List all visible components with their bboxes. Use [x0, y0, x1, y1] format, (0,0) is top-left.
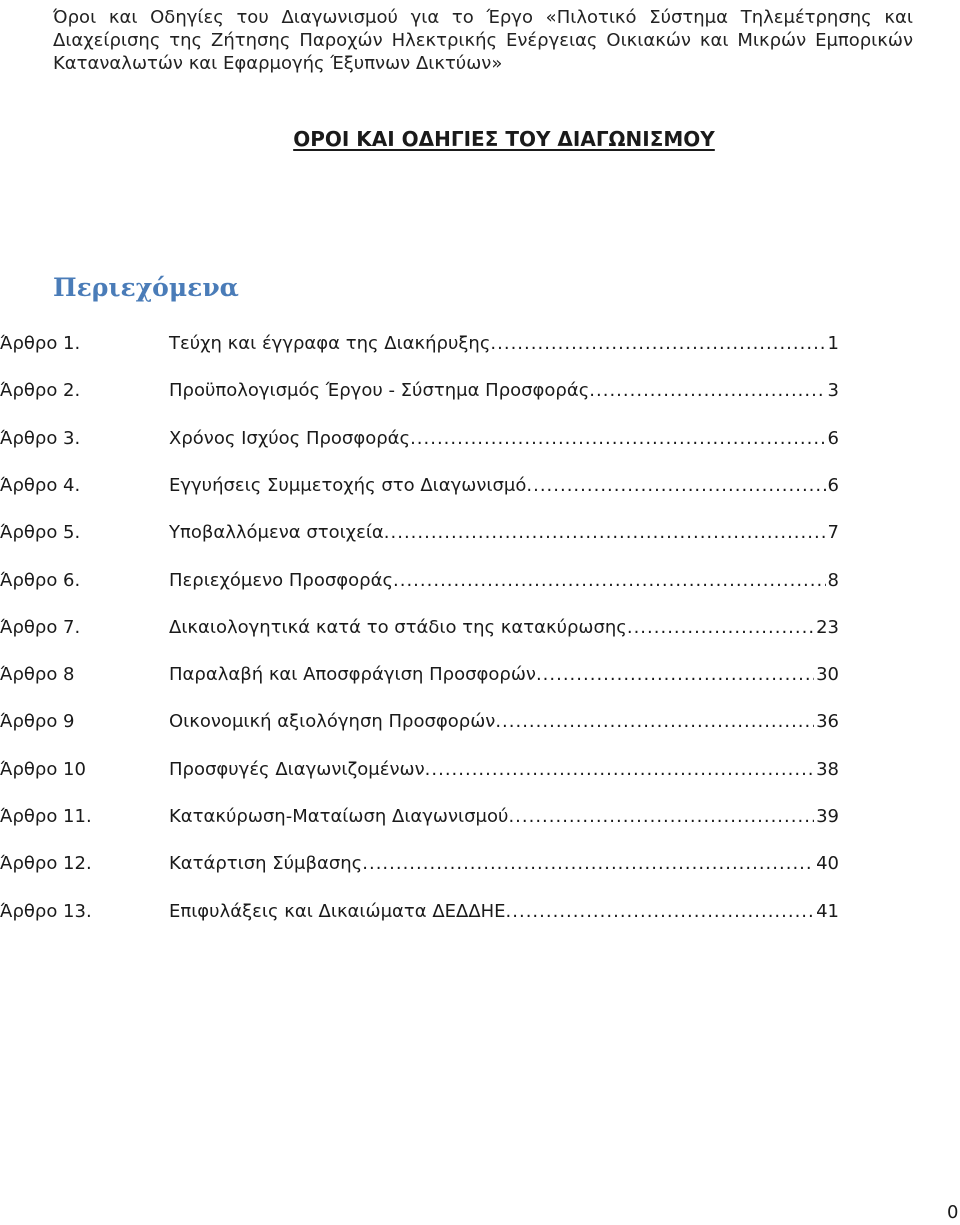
toc-entry-line[interactable] [169, 850, 839, 878]
toc-entry-title[interactable]: Χρόνος Ισχύος Προσφοράς [169, 427, 411, 449]
toc-entry-page[interactable]: 3 [827, 380, 839, 402]
toc-dot-leader [627, 614, 814, 642]
toc-entry-page[interactable]: 41 [816, 900, 839, 922]
toc-entry-page[interactable]: 8 [827, 569, 839, 591]
toc-entry-line[interactable] [169, 519, 839, 547]
toc-entry-page[interactable]: 7 [827, 522, 839, 544]
toc-entry-number: Άρθρο 5. [0, 522, 81, 544]
toc-entry-page[interactable]: 39 [816, 806, 839, 827]
toc-entry-title[interactable]: Υποβαλλόμενα στοιχεία [169, 522, 384, 544]
toc-entry-title[interactable]: Περιεχόμενο Προσφοράς [169, 569, 394, 591]
toc-entry[interactable] [0, 756, 960, 784]
toc-dot-leader [508, 803, 814, 831]
toc-entry-line[interactable] [169, 898, 839, 926]
toc-entry-title[interactable]: Κατακύρωση-Ματαίωση Διαγωνισμού [169, 806, 509, 827]
toc-entry[interactable] [0, 472, 960, 500]
toc-entry[interactable] [0, 330, 960, 358]
toc-entry-line[interactable] [169, 330, 839, 358]
toc-entry-number: Άρθρο 10 [0, 758, 86, 780]
toc-entry-line[interactable] [169, 614, 839, 642]
toc-entry[interactable] [0, 614, 960, 642]
toc-entry-line[interactable] [169, 661, 839, 689]
toc-entry[interactable] [0, 803, 960, 831]
toc-entry-number: Άρθρο 8 [0, 664, 75, 686]
toc-dot-leader [490, 330, 825, 358]
toc-entry-title[interactable]: Προϋπολογισμός Έργου - Σύστημα Προσφοράς [169, 380, 590, 402]
toc-entry-number: Άρθρο 2. [0, 380, 81, 402]
toc-entry[interactable] [0, 661, 960, 689]
toc-entry-line[interactable] [169, 472, 839, 500]
toc-entry[interactable] [0, 898, 960, 926]
toc-entry[interactable] [0, 708, 960, 736]
toc-entry-number: Άρθρο 13. [0, 900, 92, 922]
toc-entry-line[interactable] [169, 803, 839, 831]
toc-entry-title[interactable]: Δικαιολογητικά κατά το στάδιο της κατακύρωσης [169, 616, 627, 638]
toc-dot-leader [425, 756, 814, 784]
toc-entry-number: Άρθρο 7. [0, 616, 81, 638]
toc-entry-line[interactable] [169, 377, 839, 405]
toc-entry-page[interactable]: 1 [827, 333, 839, 354]
toc-entry-page[interactable]: 6 [827, 427, 839, 449]
toc-entry-page[interactable]: 30 [816, 664, 839, 686]
toc-entry-title[interactable]: Επιφυλάξεις και Δικαιώματα ΔΕΔΔΗΕ [169, 900, 506, 922]
toc-entry[interactable] [0, 425, 960, 453]
toc-entry-title[interactable]: Παραλαβή και Αποσφράγιση Προσφορών [169, 664, 536, 686]
toc-entry-number: Άρθρο 12. [0, 853, 92, 875]
toc-entry-page[interactable]: 23 [816, 616, 839, 638]
toc-entry-number: Άρθρο 11. [0, 806, 92, 827]
toc-dot-leader [536, 661, 814, 689]
page-number: 0 [947, 1202, 959, 1223]
toc-entry-number: Άρθρο 6. [0, 569, 81, 591]
toc-entry[interactable] [0, 850, 960, 878]
toc-entry-page[interactable]: 6 [827, 474, 839, 496]
toc-entry-line[interactable] [169, 425, 839, 453]
toc-entry-number: Άρθρο 4. [0, 474, 81, 496]
toc-entry-line[interactable] [169, 567, 839, 595]
toc-entry[interactable] [0, 567, 960, 595]
document-title: ΟΡΟΙ ΚΑΙ ΟΔΗΓΙΕΣ ΤΟΥ ΔΙΑΓΩΝΙΣΜΟΥ [293, 127, 715, 151]
running-header: Όροι και Οδηγίες του Διαγωνισμού για το Έργο «Πιλοτικό Σύστημα Τηλεμέτρησης και Διαχείρισης της Ζήτησης Παροχών Ηλεκτρικής Ενέργειας Οικιακών και Μικρών Εμπορικών Καταναλωτών και Εφαρμογής Έξυπνων Δικτύων» [53, 7, 913, 74]
toc-entry-line[interactable] [169, 756, 839, 784]
toc-entry-title[interactable]: Κατάρτιση Σύμβασης [169, 853, 363, 875]
toc-dot-leader [362, 850, 814, 878]
toc-entry-title[interactable]: Προσφυγές Διαγωνιζομένων [169, 758, 425, 780]
toc-entry-page[interactable]: 40 [816, 853, 839, 875]
toc-entry[interactable] [0, 519, 960, 547]
toc-entry-title[interactable]: Εγγυήσεις Συμμετοχής στο Διαγωνισμό [169, 474, 527, 496]
toc-entry-page[interactable]: 36 [816, 711, 839, 733]
toc-entry-number: Άρθρο 1. [0, 333, 81, 354]
toc-dot-leader [384, 519, 826, 547]
toc-entry-number: Άρθρο 3. [0, 427, 81, 449]
toc-dot-leader [495, 708, 814, 736]
toc-entry-number: Άρθρο 9 [0, 711, 75, 733]
toc-dot-leader [410, 425, 825, 453]
toc-entry-title[interactable]: Οικονομική αξιολόγηση Προσφορών [169, 711, 496, 733]
toc-entry-title[interactable]: Τεύχη και έγγραφα της Διακήρυξης [169, 333, 491, 354]
toc-dot-leader [526, 472, 825, 500]
toc-dot-leader [589, 377, 825, 405]
toc-dot-leader [393, 567, 826, 595]
toc-entry[interactable] [0, 377, 960, 405]
toc-entry-line[interactable] [169, 708, 839, 736]
toc-heading: Περιεχόμενα [53, 273, 239, 302]
toc-dot-leader [506, 898, 815, 926]
toc-entry-page[interactable]: 38 [816, 758, 839, 780]
